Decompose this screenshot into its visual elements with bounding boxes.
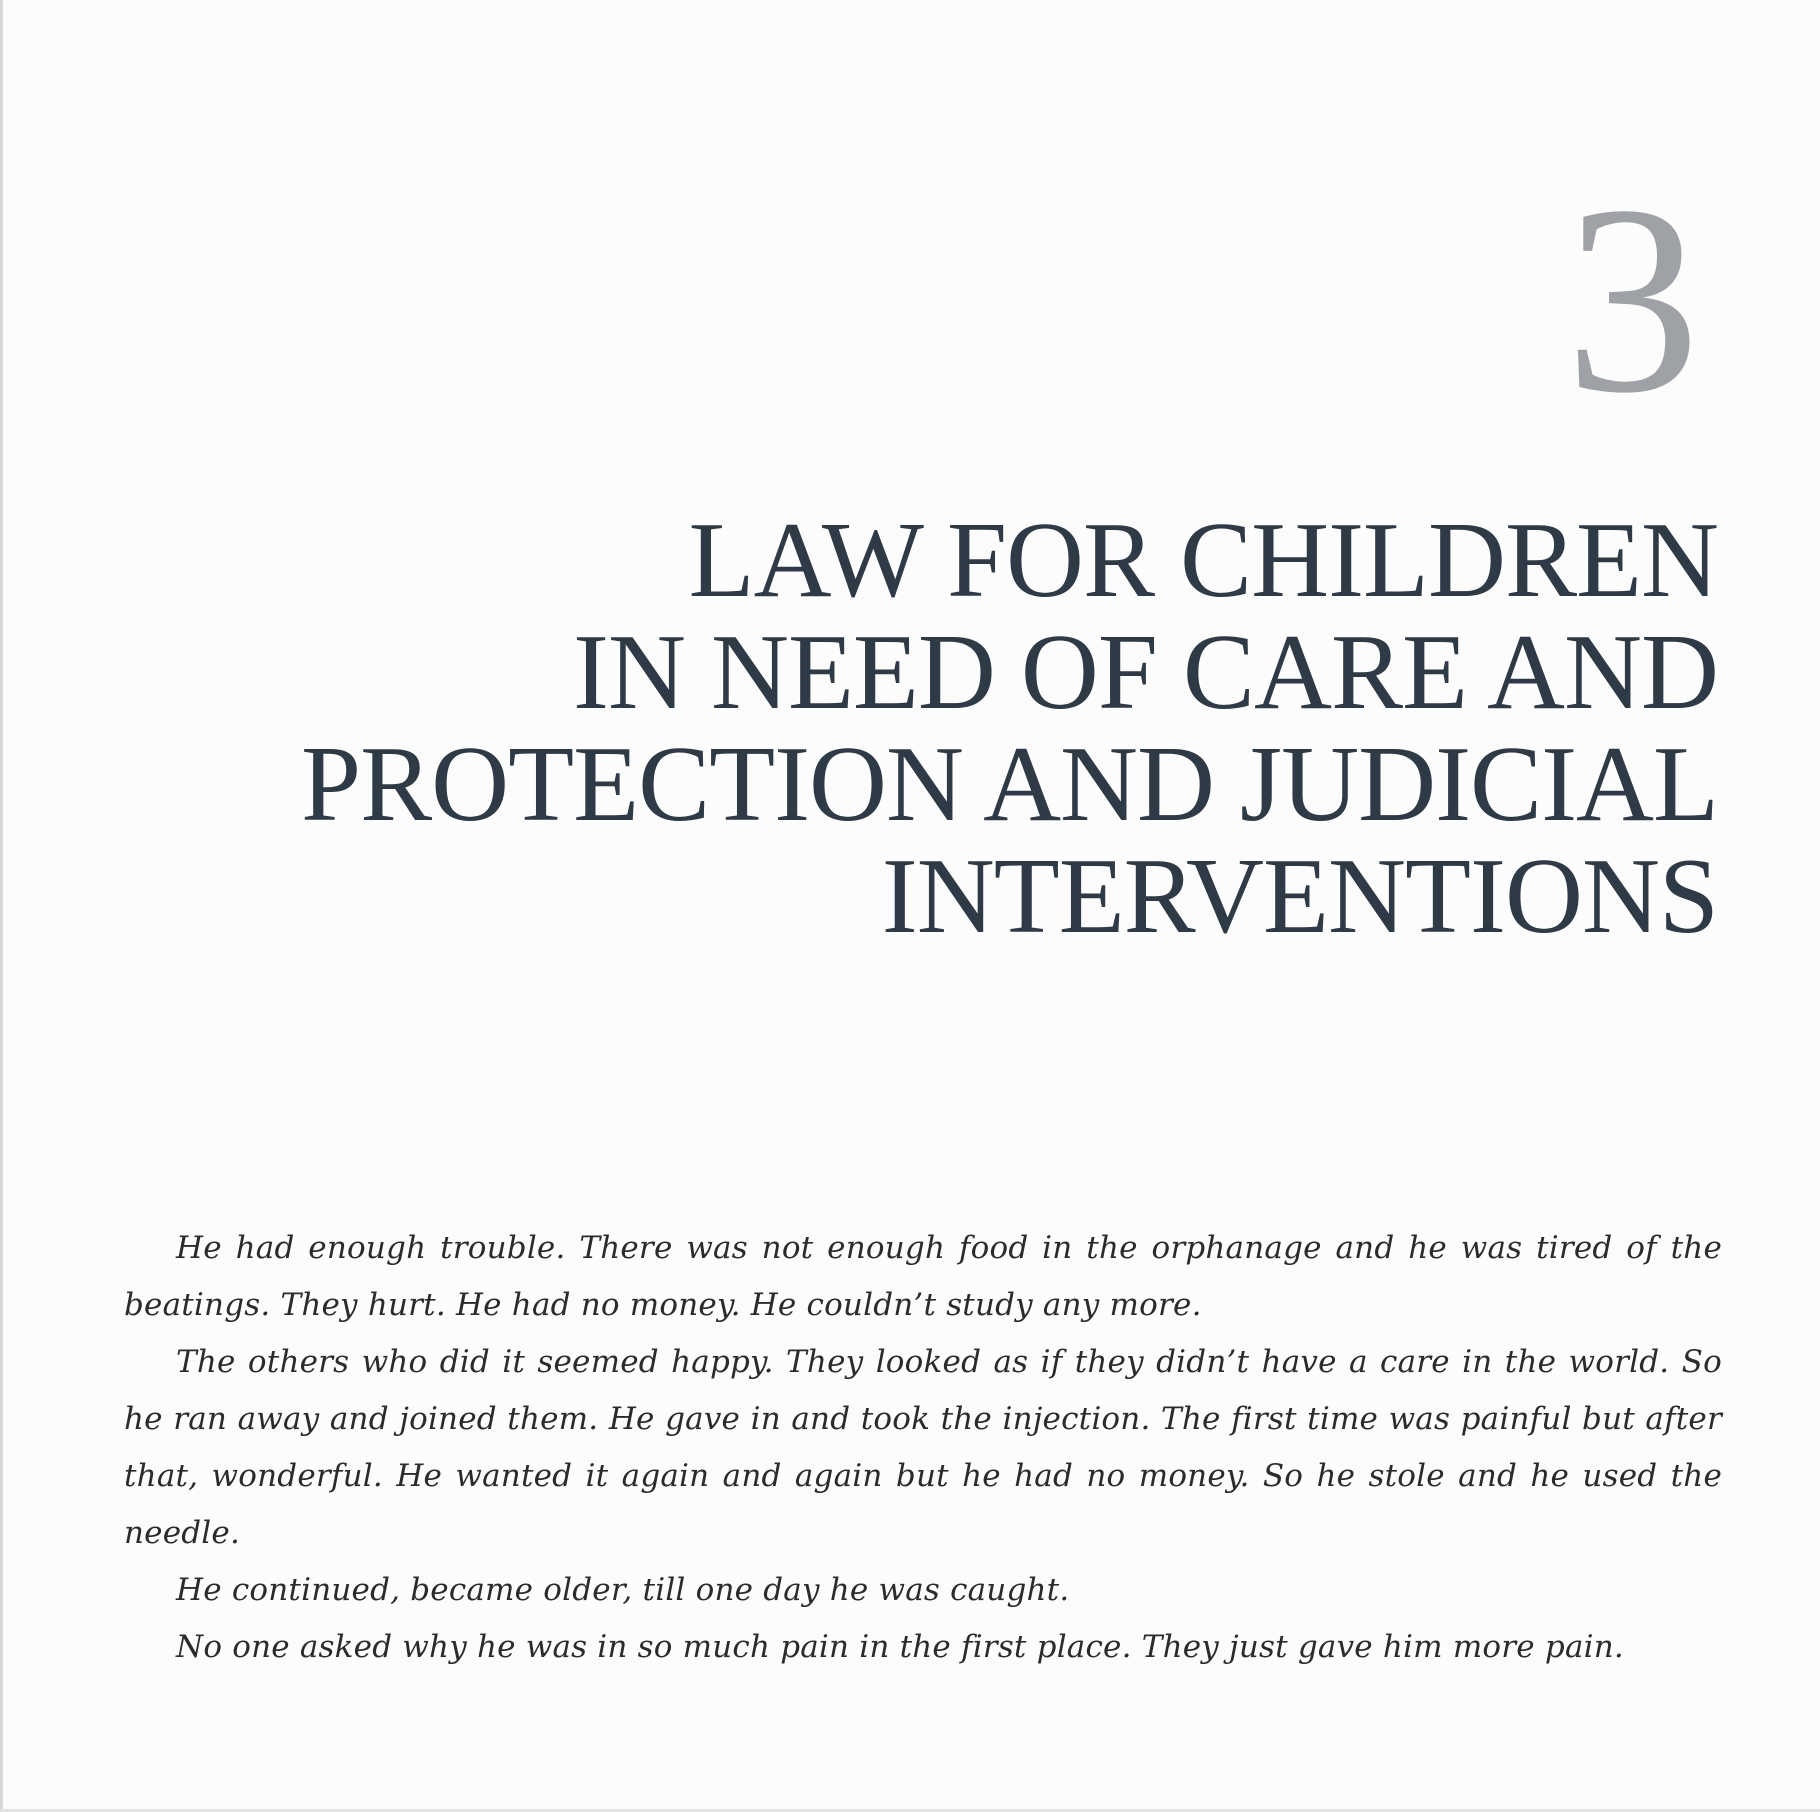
chapter-title-line: INTERVENTIONS xyxy=(881,837,1718,956)
chapter-title-line: LAW FOR CHILDREN xyxy=(688,501,1718,620)
epigraph-paragraph: The others who did it seemed happy. They looked as if they didn’t have a care in the world. So he ran away and joined them. He gave in and took the injection. The first time was painful but after that, wonderful. He wanted it again and again but he had no money. So he stole and he used the needle. xyxy=(124,1344,1722,1551)
epigraph-paragraph: No one asked why he was in so much pain in the first place. They just gave him more pain. xyxy=(176,1629,1624,1665)
epigraph-paragraph: He continued, became older, till one day he was caught. xyxy=(176,1572,1070,1608)
epigraph-paragraph: He had enough trouble. There was not enough food in the orphanage and he was tired of the beatings. They hurt. He had no money. He couldn’t study any more. xyxy=(124,1230,1722,1323)
chapter-title-line: PROTECTION AND JUDICIAL xyxy=(301,725,1718,844)
epigraph xyxy=(124,1220,1722,1676)
chapter-number: 3 xyxy=(1565,150,1700,449)
chapter-title-line: IN NEED OF CARE AND xyxy=(572,613,1718,732)
chapter-title xyxy=(158,501,1718,956)
scan-edge-left xyxy=(0,0,3,1812)
